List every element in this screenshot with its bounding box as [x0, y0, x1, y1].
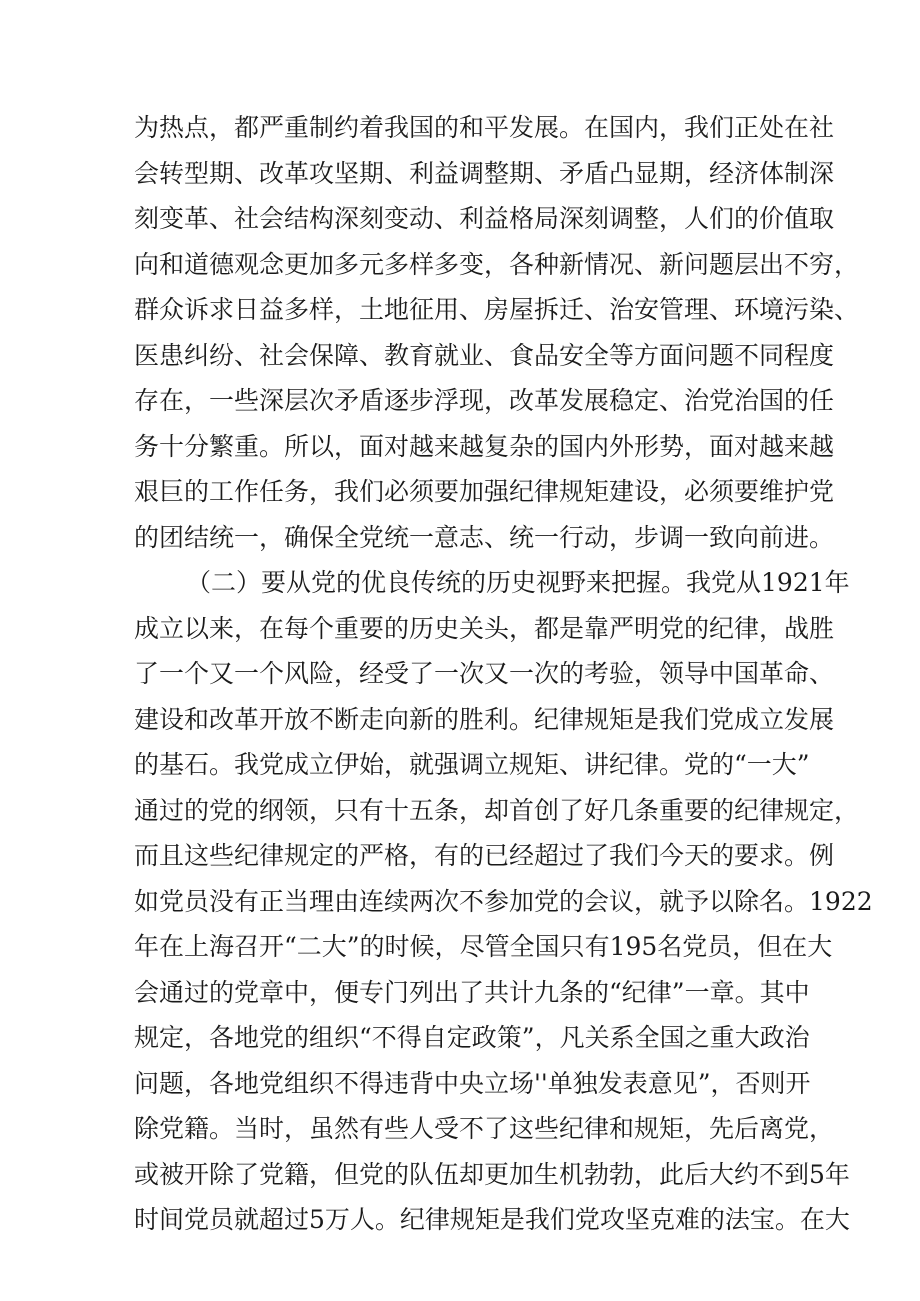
text-line: 规定，各地党的组织“不得自定政策”，凡关系全国之重大政治 — [134, 1023, 810, 1052]
text-line: 会转型期、改革攻坚期、利益调整期、矛盾凸显期，经济体制深 — [134, 158, 835, 188]
text-line: 时间党员就超过5万人。纪律规矩是我们党攻坚克难的法宝。在大 — [134, 1205, 850, 1234]
text-line: 务十分繁重。所以，面对越来越复杂的国内外形势，面对越来越 — [134, 431, 835, 461]
text-line: 艰巨的工作任务，我们必须要加强纪律规矩建设，必须要维护党 — [134, 477, 835, 506]
text-line: 向和道德观念更加多元多样多变，各种新情况、新问题层出不穷， — [134, 249, 860, 279]
text-line: 如党员没有正当理由连续两次不参加党的会议，就予以除名。1922 — [134, 886, 873, 916]
text-line: 年在上海召开“二大”的时候，尽管全国只有195名党员，但在大 — [134, 932, 833, 961]
text-line: 刻变革、社会结构深刻变动、利益格局深刻调整，人们的价值取 — [134, 204, 835, 233]
text-line: 除党籍。当时，虽然有些人受不了这些纪律和规矩，先后离党， — [134, 1114, 835, 1143]
text-line: 的基石。我党成立伊始，就强调立规矩、讲纪律。党的“一大” — [134, 750, 810, 779]
text-line: 而且这些纪律规定的严格，有的已经超过了我们今天的要求。例 — [134, 841, 835, 870]
text-line: 了一个又一个风险，经受了一次又一次的考验，领导中国革命、 — [134, 659, 835, 688]
text-line: 群众诉求日益多样，土地征用、房屋拆迁、治安管理、环境污染、 — [134, 295, 860, 324]
section-heading-line: （二）要从党的优良传统的历史视野来把握。我党从1921年 — [186, 568, 850, 597]
text-line: 成立以来，在每个重要的历史关头，都是靠严明党的纪律，战胜 — [134, 613, 835, 643]
text-line: 问题，各地党组织不得违背中央立场''单独发表意见”，否则开 — [134, 1068, 811, 1098]
text-line: 会通过的党章中，便专门列出了共计九条的“纪律”一章。其中 — [134, 977, 810, 1007]
text-line: 或被开除了党籍，但党的队伍却更加生机勃勃，此后大约不到5年 — [134, 1159, 850, 1189]
text-line: 通过的党的纲领，只有十五条，却首创了好几条重要的纪律规定， — [134, 795, 860, 825]
body-text — [134, 105, 873, 1243]
text-line: 医患纠纷、社会保障、教育就业、食品安全等方面问题不同程度 — [134, 340, 835, 370]
text-line: 的团结统一，确保全党统一意志、统一行动，步调一致向前进。 — [134, 522, 835, 552]
text-line: 建设和改革开放不断走向新的胜利。纪律规矩是我们党成立发展 — [134, 704, 835, 734]
text-line: 存在，一些深层次矛盾逐步浮现，改革发展稳定、治党治国的任 — [134, 386, 835, 415]
text-line: 为热点，都严重制约着我国的和平发展。在国内，我们正处在社 — [134, 113, 835, 142]
